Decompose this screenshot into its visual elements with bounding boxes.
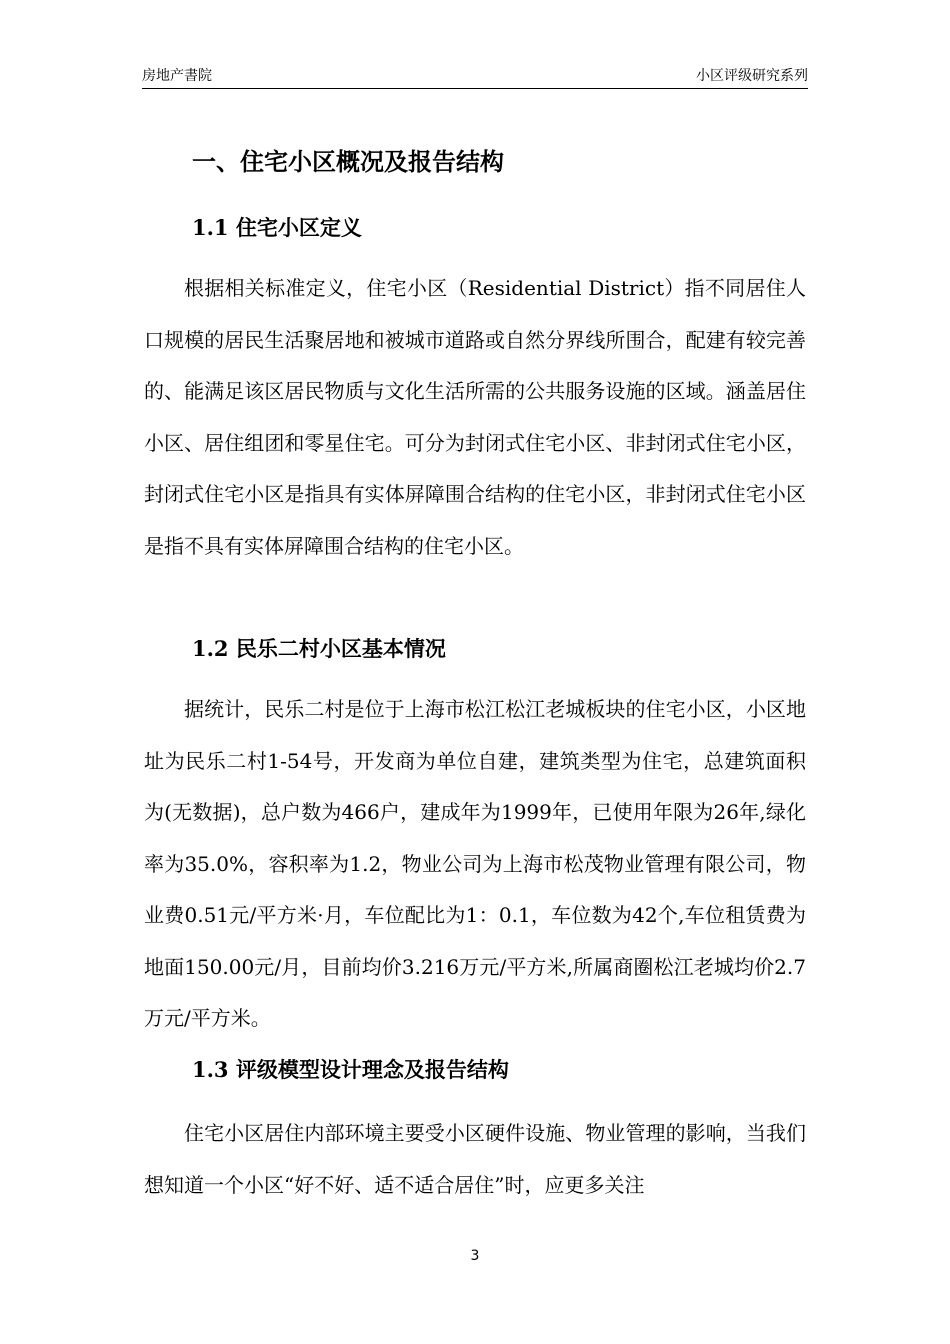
page-number: 3 bbox=[470, 1248, 480, 1264]
section-paragraph-1-3: 住宅小区居住内部环境主要受小区硬件设施、物业管理的影响，当我们想知道一个小区“好不好、适不适合居住”时，应更多关注 bbox=[144, 1121, 806, 1197]
chapter-title: 一、住宅小区概况及报告结构 bbox=[192, 147, 504, 176]
section-title-1-1: 1.1 住宅小区定义 bbox=[192, 215, 362, 240]
page-header bbox=[142, 66, 808, 89]
section-paragraph-1-1: 根据相关标准定义，住宅小区（Residential District）指不同居住人口规模的居民生活聚居地和被城市道路或自然分界线所围合，配建有较完善的、能满足该区居民物质与文化生活所需的公共服务设施的区域。涵盖居住小区、居住组团和零星住宅。可分为封闭式住宅小区、非封闭式住宅小区，封闭式住宅小区是指具有实体屏障围合结构的住宅小区，非封闭式住宅小区是指不具有实体屏障围合结构的住宅小区。 bbox=[144, 276, 806, 558]
header-right-text: 小区评级研究系列 bbox=[696, 68, 808, 84]
section-title-1-2: 1.2 民乐二村小区基本情况 bbox=[192, 636, 446, 661]
header-left-text: 房地产書院 bbox=[142, 68, 212, 84]
section-paragraph-1-2: 据统计，民乐二村是位于上海市松江松江老城板块的住宅小区，小区地址为民乐二村1-54号，开发商为单位自建，建筑类型为住宅，总建筑面积为(无数据)，总户数为466户，建成年为1999年，已使用年限为26年,绿化率为35.0%，容积率为1.2，物业公司为上海市松茂物业管理有限公司，物业费0.51元/平方米·月，车位配比为1：0.1，车位数为42个,车位租赁费为地面150.00元/月，目前均价3.216万元/平方米,所属商圈松江老城均价2.7万元/平方米。 bbox=[144, 697, 806, 1030]
section-title-1-3: 1.3 评级模型设计理念及报告结构 bbox=[192, 1057, 509, 1082]
